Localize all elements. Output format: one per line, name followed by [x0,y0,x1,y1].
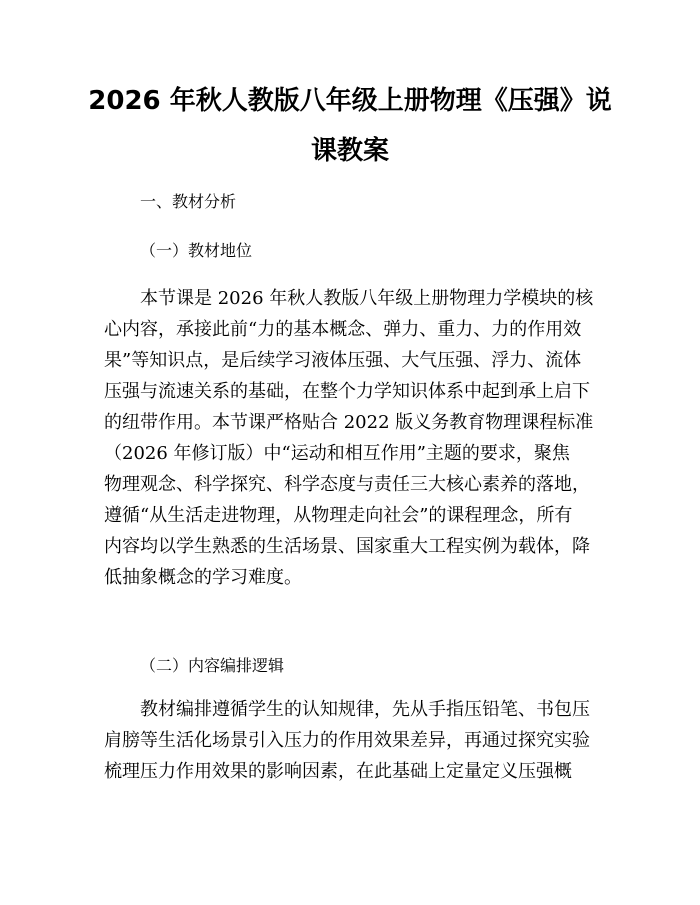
paragraph-line: （2026 年修订版）中“运动和相互作用”主题的要求，聚焦 [104,443,570,464]
paragraph-line: 压强与流速关系的基础，在整个力学知识体系中起到承上启下 [104,381,590,402]
paragraph-line: 内容均以学生熟悉的生活场景、国家重大工程实例为载体，降 [104,536,590,557]
paragraph-line: 果”等知识点，是后续学习液体压强、大气压强、浮力、流体 [104,350,582,371]
paragraph-line: 低抽象概念的学习难度。 [104,567,302,588]
paragraph-line: 教材编排遵循学生的认知规律，先从手指压铅笔、书包压 [140,699,590,720]
document-title-line-2: 课教案 [310,136,389,166]
paragraph-line: 的纽带作用。本节课严格贴合 2022 版义务教育物理课程标准 [104,412,594,433]
paragraph-textbook-position [104,283,604,593]
paragraph-line: 本节课是 2026 年秋人教版八年级上册物理力学模块的核 [140,288,594,309]
section-heading-textbook-analysis: 一、教材分析 [140,192,237,211]
paragraph-line: 物理观念、科学探究、科学态度与责任三大核心素养的落地， [104,474,590,495]
paragraph-line: 遵循“从生活走进物理，从物理走向社会”的课程理念，所有 [104,505,573,526]
paragraph-content-logic [104,694,604,787]
subsection-heading-content-logic: （二）内容编排逻辑 [140,656,285,675]
paragraph-line: 梳理压力作用效果的影响因素，在此基础上定量定义压强概 [104,761,572,782]
document-title-line-1: 2026 年秋人教版八年级上册物理《压强》说 [88,86,612,116]
subsection-heading-textbook-position: （一）教材地位 [140,241,253,260]
paragraph-line: 心内容，承接此前“力的基本概念、弹力、重力、力的作用效 [104,319,582,340]
paragraph-line: 肩膀等生活化场景引入压力的作用效果差异，再通过探究实验 [104,730,590,751]
